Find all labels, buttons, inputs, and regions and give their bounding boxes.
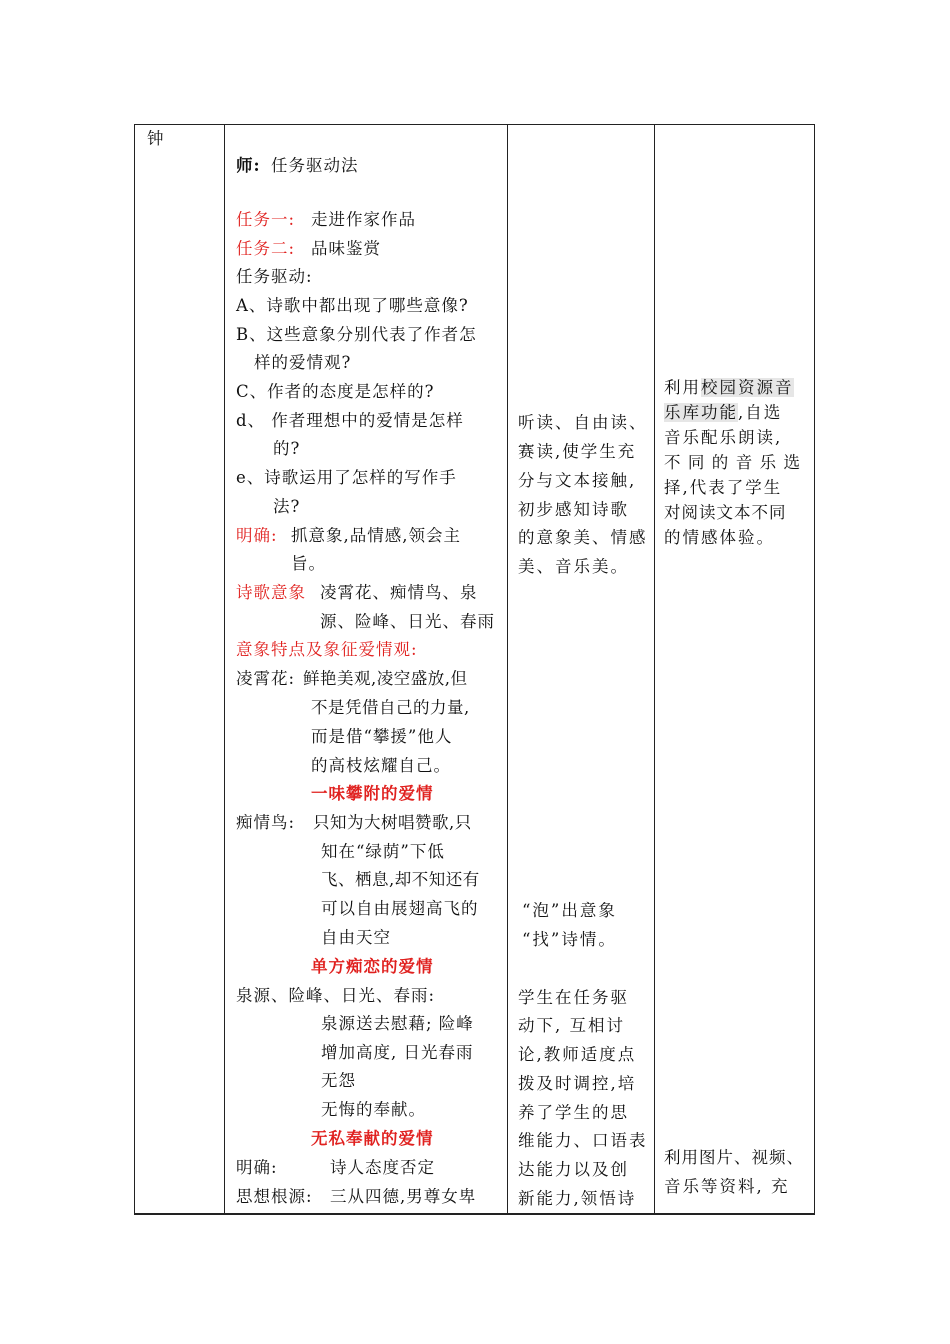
activity-text: 维能力、口语表 — [518, 1131, 648, 1150]
bird-text: 自由天空 — [321, 928, 391, 947]
highlighted-text: 乐库功能 — [664, 403, 738, 422]
love-type-3: 无私奉献的爱情 — [311, 1129, 434, 1148]
teacher-prefix: 师: — [236, 156, 261, 175]
bird-label: 痴情鸟: — [236, 813, 296, 832]
imagery-list: 凌霄花、痴情鸟、泉 — [320, 583, 478, 602]
resource-text: 利用校园资源音 — [664, 378, 794, 397]
spring-text: 增加高度, 日光春雨 — [321, 1043, 474, 1062]
activity-text: 美、音乐美。 — [518, 557, 629, 576]
spring-text: 无悔的奉献。 — [321, 1100, 426, 1119]
activity-text: 达能力以及创 — [518, 1160, 629, 1179]
root-label: 思想根源: — [236, 1187, 313, 1206]
bird-text: 可以自由展翅高飞的 — [321, 899, 479, 918]
teacher-method: 任务驱动法 — [271, 156, 359, 175]
bird-text: 飞、栖息,却不知还有 — [321, 870, 480, 889]
spring-label: 泉源、险峰、日光、春雨: — [236, 986, 436, 1005]
question-d-cont: 的? — [273, 439, 301, 458]
clear-text-cont: 旨。 — [291, 554, 326, 573]
activity-text: “泡”出意象 — [522, 901, 617, 920]
spring-text: 无怨 — [321, 1071, 356, 1090]
task2-label: 任务二: — [236, 239, 296, 258]
activity-text: 分与文本接触, — [518, 471, 637, 490]
imagery-list-cont: 源、险峰、日光、春雨 — [320, 612, 495, 631]
activity-text: 赛读,使学生充 — [518, 442, 637, 461]
question-b: B、这些意象分别代表了作者怎 — [236, 325, 477, 344]
activity-text: 拨及时调控,培 — [518, 1074, 637, 1093]
activity-text: 初步感知诗歌 — [518, 500, 629, 519]
activity-text: 学生在任务驱 — [518, 988, 629, 1007]
clear-text: 抓意象,品情感,领会主 — [291, 526, 461, 545]
lingxiao-text: 的高枝炫耀自己。 — [311, 756, 451, 775]
lingxiao-text: 鲜艳美观,凌空盛放,但 — [303, 669, 468, 688]
lingxiao-label: 凌霄花: — [236, 669, 296, 688]
resource-text: 音乐等资料, 充 — [664, 1177, 790, 1196]
task2-text: 品味鉴赏 — [311, 239, 381, 258]
task1-text: 走进作家作品 — [311, 210, 416, 229]
activity-text: 论,教师适度点 — [518, 1045, 637, 1064]
drive-title: 任务驱动: — [236, 267, 313, 286]
activity-text: 动下, 互相讨 — [518, 1016, 625, 1035]
resource-text: 音乐配乐朗读, — [664, 428, 783, 447]
final-label: 明确: — [236, 1158, 278, 1177]
resource-text: 不同的音乐选 — [664, 453, 802, 472]
bird-text: 知在“绿荫”下低 — [321, 842, 445, 861]
column-divider — [654, 125, 655, 1213]
lingxiao-text: 而是借“攀援”他人 — [311, 727, 453, 746]
love-type-2: 单方痴恋的爱情 — [311, 957, 434, 976]
resource-text: 乐库功能,自选 — [664, 403, 783, 422]
imagery-label: 诗歌意象 — [236, 583, 306, 602]
activity-text: 养了学生的思 — [518, 1103, 629, 1122]
activity-text: 听读、自由读、 — [518, 413, 648, 432]
activity-text: “找”诗情。 — [522, 930, 617, 949]
love-type-1: 一味攀附的爱情 — [311, 784, 434, 803]
bird-text: 只知为大树唱赞歌,只 — [313, 813, 472, 832]
spring-text: 泉源送去慰藉; 险峰 — [321, 1014, 474, 1033]
final-text: 诗人态度否定 — [330, 1158, 435, 1177]
activity-text: 新能力,领悟诗 — [518, 1189, 637, 1208]
lingxiao-text: 不是凭借自己的力量, — [311, 698, 470, 717]
highlighted-text: 校园资源音 — [701, 378, 794, 397]
question-e-cont: 法? — [273, 497, 301, 516]
clear-label: 明确: — [236, 526, 278, 545]
question-e: e、诗歌运用了怎样的写作手 — [236, 468, 457, 487]
time-unit-text: 钟 — [147, 129, 165, 148]
resource-text: 对阅读文本不同 — [664, 503, 787, 522]
resource-text: 择,代表了学生 — [664, 478, 783, 497]
column-divider — [507, 125, 508, 1213]
task1-label: 任务一: — [236, 210, 296, 229]
question-c: C、作者的态度是怎样的? — [236, 382, 435, 401]
resource-text: 的情感体验。 — [664, 528, 775, 547]
column-divider — [224, 125, 225, 1213]
root-text: 三从四德,男尊女卑 — [330, 1187, 477, 1206]
features-title: 意象特点及象征爱情观: — [236, 640, 418, 659]
question-d: d、 作者理想中的爱情是怎样 — [236, 411, 464, 430]
question-a: A、诗歌中都出现了哪些意像? — [236, 296, 469, 315]
activity-text: 的意象美、情感 — [518, 528, 648, 547]
resource-text: 利用图片、视频、 — [664, 1148, 804, 1167]
question-b-cont: 样的爱情观? — [254, 353, 352, 372]
